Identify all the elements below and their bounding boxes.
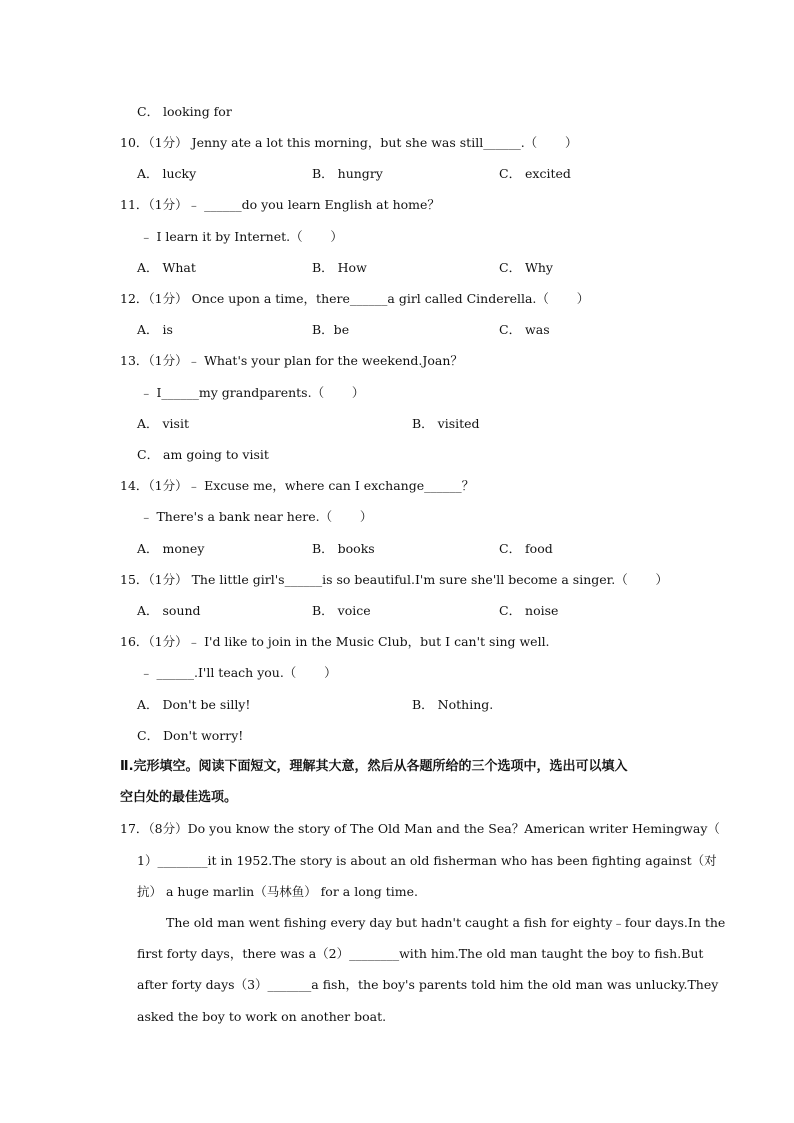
q12-stem: 12．（1分） Once upon a time，there______a girl called Cinderella.（ ） (120, 291, 590, 306)
q11-reply: ﹣ I learn it by Internet.（ ） (140, 229, 343, 244)
q14-option-b: B． books (312, 541, 375, 556)
passage-line-3: after forty days（3）_______a fish，the boy's parents told him the old man was unlucky.They (137, 977, 719, 992)
section-2-heading-cont: 空白处的最佳选项。 (120, 790, 238, 805)
q11-option-b: B． How (312, 260, 367, 275)
q15-option-b: B． voice (312, 603, 371, 618)
q10-option-b: B． hungry (312, 166, 383, 181)
q11-option-c: C． Why (499, 260, 553, 275)
q9-option-c: C． looking for (137, 104, 232, 119)
q15-option-c: C． noise (499, 603, 559, 618)
q11-option-a: A． What (137, 260, 196, 275)
q15-stem: 15．（1分） The little girl's______is so beautiful.I'm sure she'll become a singer.（ ） (120, 572, 669, 587)
q12-option-c: C． was (499, 322, 550, 337)
q15-option-a: A． sound (137, 603, 201, 618)
q17-stem-line-2: 1）________it in 1952.The story is about an old fisherman who has been fighting against（对 (137, 853, 717, 868)
passage-line-2: first forty days，there was a（2）________with him.The old man taught the boy to fish.But (137, 946, 704, 961)
q13-option-a: A． visit (137, 416, 189, 431)
q17-stem: 17．（8分）Do you know the story of The Old Man and the Sea？American writer Hemingway（ (120, 821, 720, 836)
q13-reply: ﹣ I______my grandparents.（ ） (140, 385, 365, 400)
section-2-heading: Ⅱ.完形填空。阅读下面短文，理解其大意，然后从各题所给的三个选项中，选出可以填入 (120, 759, 628, 774)
q12-option-b: B．be (312, 322, 350, 337)
q14-stem: 14．（1分）﹣ Excuse me，where can I exchange______？ (120, 478, 475, 493)
q12-option-a: A． is (137, 322, 173, 337)
q13-stem: 13．（1分）﹣ What's your plan for the weekend.Joan？ (120, 353, 463, 368)
q16-option-a: A． Don't be silly! (137, 697, 251, 712)
q11-stem: 11．（1分）﹣ ______do you learn English at home？ (120, 197, 440, 212)
q14-option-c: C． food (499, 541, 553, 556)
q14-option-a: A． money (137, 541, 205, 556)
q17-stem-line-3: 抗） a huge marlin（马林鱼） for a long time. (137, 884, 418, 899)
q10-stem: 10．（1分） Jenny ate a lot this morning，but she was still______.（ ） (120, 135, 578, 150)
passage-line-4: asked the boy to work on another boat. (137, 1009, 387, 1024)
q16-option-c: C． Don't worry! (137, 728, 244, 743)
q16-option-b: B． Nothing. (412, 697, 494, 712)
q13-option-c: C． am going to visit (137, 447, 269, 462)
q14-reply: ﹣ There's a bank near here.（ ） (140, 509, 373, 524)
q16-reply: ﹣ ______.I'll teach you.（ ） (140, 665, 337, 680)
q10-option-c: C． excited (499, 166, 571, 181)
q10-option-a: A． lucky (137, 166, 197, 181)
q13-option-b: B． visited (412, 416, 480, 431)
q16-stem: 16．（1分）﹣ I'd like to join in the Music Club，but I can't sing well. (120, 634, 550, 649)
passage-line-1: The old man went fishing every day but hadn't caught a fish for eighty﹣four days.In the (166, 915, 726, 930)
